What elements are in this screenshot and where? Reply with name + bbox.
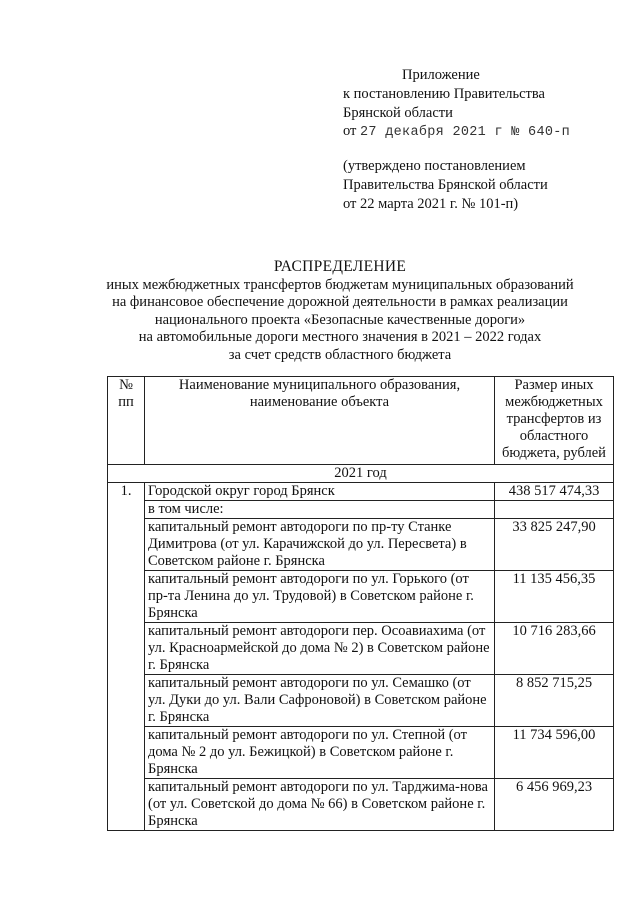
including-row [108, 501, 614, 519]
municipality-amount: 438 517 474,33 [495, 483, 614, 501]
annex-date-line [343, 122, 570, 142]
header-amount: Размер иных межбюджетных трансфертов из областного бюджета, рублей [495, 377, 614, 465]
approved-line-3: от 22 марта 2021 г. № 101-п) [343, 196, 519, 212]
header-no: № пп [108, 377, 145, 465]
object-name: капитальный ремонт автодороги по пр-ту Станке Димитрова (от ул. Карачижской до ул. Пересвета) в Советском районе г. Брянска [145, 519, 495, 571]
heading-line-3: национального проекта «Безопасные качественные дороги» [154, 311, 526, 328]
object-name: капитальный ремонт автодороги по ул. Степной (от дома № 2 до ул. Бежицкой) в Советском районе г. Брянска [145, 727, 495, 779]
document-heading [60, 258, 620, 364]
annex-title: Приложение [402, 67, 480, 83]
heading-line-5: за счет средств областного бюджета [228, 346, 452, 363]
header-name: Наименование муниципального образования, наименование объекта [145, 377, 495, 465]
object-name: капитальный ремонт автодороги по ул. Горького (от пр-та Ленина до ул. Трудовой) в Советском районе г. Брянска [145, 571, 495, 623]
table-row [108, 727, 614, 779]
object-amount: 8 852 715,25 [495, 675, 614, 727]
approved-line-1: (утверждено постановлением [343, 158, 526, 174]
annex-date-stamp: 27 декабря 2021 г № 640-п [360, 125, 571, 140]
heading-line-4: на автомобильные дороги местного значения в 2021 – 2022 годах [138, 329, 542, 345]
distribution-table [107, 376, 614, 831]
table-row [108, 779, 614, 831]
object-name: капитальный ремонт автодороги по ул. Семашко (от ул. Дуки до ул. Вали Сафроновой) в Советском районе г. Брянска [145, 675, 495, 727]
object-amount: 11 734 596,00 [495, 727, 614, 779]
table-row [108, 623, 614, 675]
heading-line-2: на финансовое обеспечение дорожной деятельности в рамках реализации [112, 294, 568, 310]
table-row [108, 675, 614, 727]
table-row [108, 571, 614, 623]
table-header-row [108, 377, 614, 465]
annex-line-2: Брянской области [343, 105, 453, 121]
object-name: капитальный ремонт автодороги по ул. Тарджима-нова (от ул. Советской до дома № 66) в Советском районе г. Брянска [145, 779, 495, 831]
heading-line-1: иных межбюджетных трансфертов бюджетам муниципальных образований [106, 276, 574, 293]
including-label: в том числе: [145, 501, 495, 519]
object-amount: 10 716 283,66 [495, 623, 614, 675]
year-label: 2021 год [108, 465, 614, 483]
object-amount: 33 825 247,90 [495, 519, 614, 571]
annex-date-prefix: от [343, 123, 357, 139]
object-amount: 6 456 969,23 [495, 779, 614, 831]
annex-line-1: к постановлению Правительства [343, 86, 545, 102]
table-row [108, 519, 614, 571]
object-amount: 11 135 456,35 [495, 571, 614, 623]
municipality-name: Городской округ город Брянск [145, 483, 495, 501]
municipality-row [108, 483, 614, 501]
heading-title: РАСПРЕДЕЛЕНИЕ [273, 258, 407, 275]
municipality-no: 1. [108, 483, 145, 501]
approved-line-2: Правительства Брянской области [343, 177, 548, 193]
year-row [108, 465, 614, 483]
object-name: капитальный ремонт автодороги пер. Осоавиахима (от ул. Красноармейской до дома № 2) в Советском районе г. Брянска [145, 623, 495, 675]
